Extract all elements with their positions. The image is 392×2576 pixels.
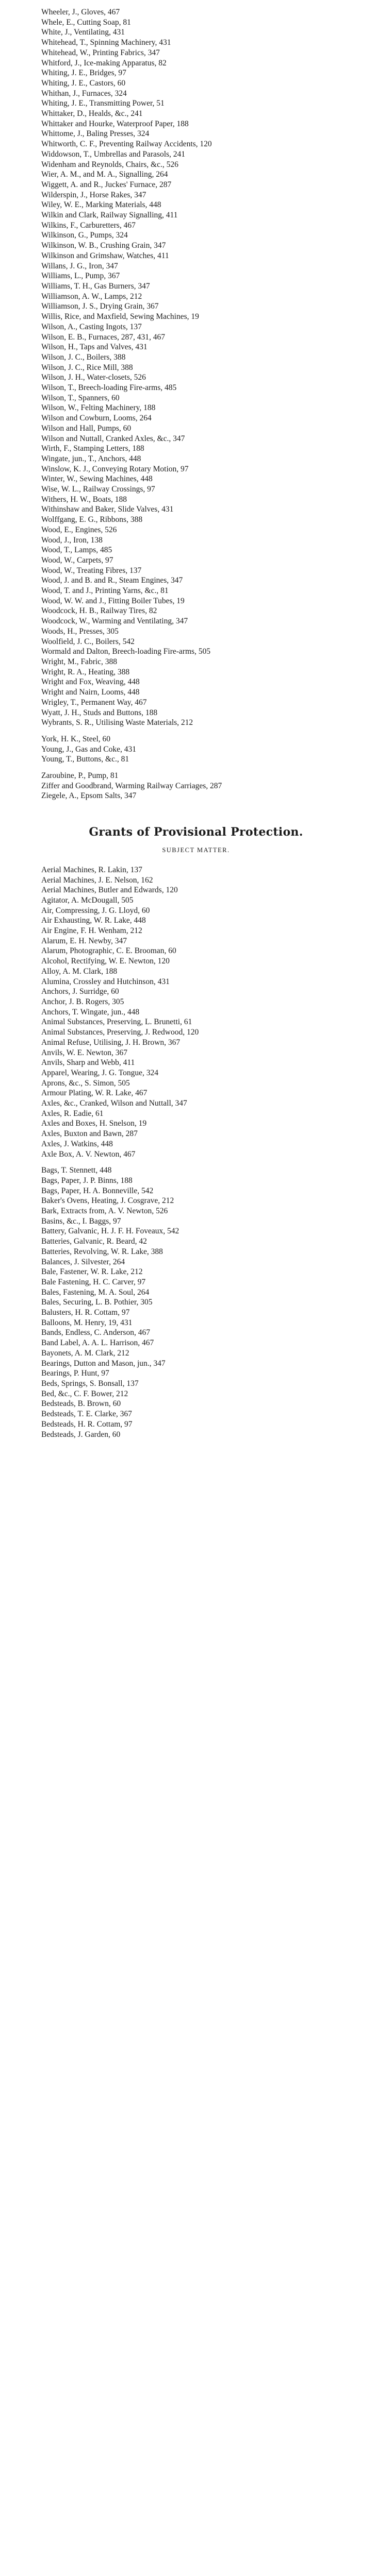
index-entry: Bedsteads, H. R. Cottam, 97	[41, 1419, 133, 1429]
index-entry: Widdowson, T., Umbrellas and Parasols, 241	[41, 149, 186, 159]
index-entry: Anvils, Sharp and Webb, 411	[41, 1058, 135, 1067]
index-entry: Anchors, T. Wingate, jun., 448	[41, 1007, 140, 1016]
index-entry: Withinshaw and Baker, Slide Valves, 431	[41, 505, 174, 514]
index-entry: Bags, T. Stennett, 448	[41, 1166, 112, 1175]
index-entry: Wilson, E. B., Furnaces, 287, 431, 467	[41, 332, 166, 342]
index-entry: Basins, &c., I. Baggs, 97	[41, 1216, 121, 1226]
index-entry: Air Exhausting, W. R. Lake, 448	[41, 916, 146, 925]
index-entry: Whiting, J. E., Transmitting Power, 51	[41, 99, 165, 108]
index-entry: Young, T., Buttons, &c., 81	[41, 755, 129, 764]
index-entry: Bearings, Dutton and Mason, jun., 347	[41, 1359, 166, 1368]
index-entry: Wilkinson, W. B., Crushing Grain, 347	[41, 241, 166, 250]
index-entry: Alarum, Photographic, C. E. Brooman, 60	[41, 946, 176, 956]
index-entry: Williams, T. H., Gas Burners, 347	[41, 281, 150, 291]
index-entry: Willans, J. G., Iron, 347	[41, 261, 118, 270]
index-entry: Batteries, Galvanic, R. Beard, 42	[41, 1237, 147, 1246]
index-entry: Whitehead, T., Spinning Machinery, 431	[41, 38, 171, 47]
section-subheading: SUBJECT MATTER.	[162, 846, 230, 854]
index-entry: Aerial Machines, R. Lakin, 137	[41, 865, 142, 874]
index-entry: Wright, R. A., Heating, 388	[41, 667, 130, 676]
index-entry: Wormald and Dalton, Breech-loading Fire-arms, 505	[41, 647, 211, 656]
index-entry: Young, J., Gas and Coke, 431	[41, 744, 137, 754]
index-entry: Beds, Springs, S. Bonsall, 137	[41, 1379, 139, 1388]
index-entry: Animal Substances, Preserving, J. Redwood, 120	[41, 1028, 199, 1037]
index-entry: Wilson, J. C., Boilers, 388	[41, 352, 126, 362]
index-entry: Balloons, M. Henry, 19, 431	[41, 1318, 133, 1327]
index-entry: Wise, W. L., Railway Crossings, 97	[41, 485, 155, 494]
index-entry: Ziegele, A., Epsom Salts, 347	[41, 791, 137, 801]
index-entry: Alcohol, Rectifying, W. E. Newton, 120	[41, 957, 170, 966]
index-entry: Ziffer and Goodbrand, Warming Railway Carriages, 287	[41, 781, 222, 790]
index-entry: Aprons, &c., S. Simon, 505	[41, 1078, 130, 1088]
index-entry: Alarum, E. H. Newby, 347	[41, 936, 127, 945]
index-entry: Axles, R. Eadie, 61	[41, 1109, 104, 1118]
index-entry: Wiley, W. E., Marking Materials, 448	[41, 200, 161, 210]
index-entry: Zaroubine, P., Pump, 81	[41, 771, 119, 781]
index-entry: Woods, H., Presses, 305	[41, 626, 119, 636]
patentee-list-w	[41, 7, 351, 728]
index-entry: Wier, A. M., and M. A., Signalling, 264	[41, 170, 168, 179]
index-entry: Bedsteads, J. Garden, 60	[41, 1430, 121, 1439]
subject-list-a	[41, 865, 351, 1159]
index-entry: Winslow, K. J., Conveying Rotary Motion, 97	[41, 464, 189, 473]
index-entry: Agitator, A. McDougall, 505	[41, 895, 134, 905]
index-entry: Aerial Machines, J. E. Nelson, 162	[41, 875, 153, 885]
index-entry: Balances, J. Silvester, 264	[41, 1257, 125, 1266]
index-entry: Anchors, J. Surridge, 60	[41, 987, 119, 996]
section-gap	[41, 765, 351, 771]
index-entry: Balusters, H. R. Cottam, 97	[41, 1308, 130, 1317]
index-entry: Batteries, Revolving, W. R. Lake, 388	[41, 1247, 163, 1256]
index-entry: Wiggett, A. and R., Juckes' Furnace, 287	[41, 180, 172, 189]
index-entry: Axles, Buxton and Bawn, 287	[41, 1129, 138, 1139]
index-entry: Withers, H. W., Boats, 188	[41, 495, 127, 504]
index-entry: Wilson, W., Felting Machinery, 188	[41, 403, 156, 413]
index-entry: Whittome, J., Baling Presses, 324	[41, 129, 150, 139]
index-entry: Wilkin and Clark, Railway Signalling, 411	[41, 211, 178, 220]
index-entry: Wheeler, J., Gloves, 467	[41, 8, 120, 16]
index-entry: Bales, Fastening, M. A. Soul, 264	[41, 1287, 150, 1297]
index-entry: Wilson, T., Breech-loading Fire-arms, 485	[41, 383, 177, 393]
index-entry: Wingate, jun., T., Anchors, 448	[41, 454, 141, 463]
index-entry: Williamson, J. S., Drying Grain, 367	[41, 302, 159, 311]
index-entry: Aerial Machines, Butler and Edwards, 120	[41, 886, 178, 895]
index-entry: Bedsteads, B. Brown, 60	[41, 1399, 121, 1409]
index-entry: Wright and Fox, Weaving, 448	[41, 677, 140, 687]
index-entry: Axles and Boxes, H. Snelson, 19	[41, 1119, 147, 1128]
patentee-list-y	[41, 734, 351, 765]
index-entry: Wilson, J. C., Rice Mill, 388	[41, 363, 133, 372]
index-entry: Bags, Paper, H. A. Bonneville, 542	[41, 1186, 154, 1195]
index-entry: Whiting, J. E., Castors, 60	[41, 78, 126, 88]
index-entry: Bale, Fastener, W. R. Lake, 212	[41, 1267, 143, 1277]
index-entry: Animal Refuse, Utilising, J. H. Brown, 367	[41, 1038, 181, 1047]
index-entry: Wood, E., Engines, 526	[41, 525, 117, 534]
index-entry: Axles, &c., Cranked, Wilson and Nuttall, 347	[41, 1099, 187, 1108]
index-entry: White, J., Ventilating, 431	[41, 28, 125, 37]
index-entry: Wirth, F., Stamping Letters, 188	[41, 444, 144, 453]
index-entry: Wood, J. and B. and R., Steam Engines, 347	[41, 576, 183, 585]
index-entry: Armour Plating, W. R. Lake, 467	[41, 1089, 148, 1098]
index-entry: Bark, Extracts from, A. V. Newton, 526	[41, 1207, 168, 1216]
index-entry: Apparel, Wearing, J. G. Tongue, 324	[41, 1068, 158, 1077]
index-entry: Wilkinson and Grimshaw, Watches, 411	[41, 251, 169, 260]
index-entry: Whitworth, C. F., Preventing Railway Accidents, 120	[41, 140, 212, 149]
index-entry: Bands, Endless, C. Anderson, 467	[41, 1328, 150, 1337]
index-entry: Wright, M., Fabric, 388	[41, 657, 118, 666]
index-entry: Whittaker and Hourke, Waterproof Paper, 188	[41, 119, 189, 128]
index-entry: York, H. K., Steel, 60	[41, 734, 111, 743]
index-entry: Anvils, W. E. Newton, 367	[41, 1048, 128, 1057]
index-entry: Wilson and Nuttall, Cranked Axles, &c., 347	[41, 434, 185, 443]
index-entry: Wilkins, F., Carburetters, 467	[41, 221, 136, 230]
index-entry: Willis, Rice, and Maxfield, Sewing Machines, 19	[41, 312, 199, 321]
index-entry: Wrigley, T., Permanent Way, 467	[41, 698, 147, 707]
index-entry: Wilson, H., Taps and Valves, 431	[41, 343, 148, 352]
index-entry: Williamson, A. W., Lamps, 212	[41, 292, 142, 301]
index-entry: Wybrants, S. R., Utilising Waste Materials, 212	[41, 718, 193, 727]
index-entry: Wilson, J. H., Water-closets, 526	[41, 373, 146, 382]
index-entry: Wood, W., Carpets, 97	[41, 555, 113, 565]
index-entry: Wood, W., Treating Fibres, 137	[41, 566, 142, 575]
index-entry: Alumina, Crossley and Hutchinson, 431	[41, 977, 170, 986]
index-entry: Widenham and Reynolds, Chairs, &c., 526	[41, 160, 178, 169]
index-entry: Whitford, J., Ice-making Apparatus, 82	[41, 58, 167, 67]
index-entry: Battery, Galvanic, H. J. F. H. Foveaux, 542	[41, 1227, 179, 1236]
index-entry: Band Label, A. A. L. Harrison, 467	[41, 1338, 154, 1348]
index-entry: Whithan, J., Furnaces, 324	[41, 89, 127, 98]
index-entry: Air Engine, F. H. Wenham, 212	[41, 926, 142, 936]
index-entry: Alloy, A. M. Clark, 188	[41, 967, 118, 976]
index-entry: Wilson, T., Spanners, 60	[41, 393, 120, 402]
index-entry: Whitehead, W., Printing Fabrics, 347	[41, 48, 160, 57]
index-entry: Wood, W. W. and J., Fitting Boiler Tubes, 19	[41, 596, 185, 605]
index-entry: Baker's Ovens, Heating, J. Cosgrave, 212	[41, 1196, 174, 1206]
index-entry: Axle Box, A. V. Newton, 467	[41, 1149, 136, 1159]
index-entry: Animal Substances, Preserving, L. Brunetti, 61	[41, 1018, 192, 1027]
index-entry: Wilkinson, G., Pumps, 324	[41, 231, 128, 240]
index-entry: Wilson, A., Casting Ingots, 137	[41, 322, 142, 331]
section-gap	[41, 801, 351, 822]
index-entry: Bags, Paper, J. P. Binns, 188	[41, 1176, 133, 1185]
index-entry: Wood, J., Iron, 138	[41, 535, 103, 545]
index-entry: Bale Fastening, H. C. Carver, 97	[41, 1277, 146, 1286]
index-entry: Bayonets, A. M. Clark, 212	[41, 1348, 129, 1358]
index-entry: Wilson and Hall, Pumps, 60	[41, 423, 132, 433]
index-entry: Wyatt, J. H., Studs and Buttons, 188	[41, 708, 158, 717]
index-entry: Wood, T., Lamps, 485	[41, 546, 112, 555]
index-entry: Wilson and Cowburn, Looms, 264	[41, 414, 152, 423]
index-entry: Woolfield, J. C., Boilers, 542	[41, 637, 135, 646]
section-gap	[41, 1159, 351, 1165]
index-entry: Bed, &c., C. F. Bower, 212	[41, 1389, 128, 1398]
index-entry: Winter, W., Sewing Machines, 448	[41, 474, 153, 484]
index-entry: Woodcock, W., Warming and Ventilating, 347	[41, 617, 188, 626]
index-entry: Anchor, J. B. Rogers, 305	[41, 997, 124, 1006]
index-entry: Wilderspin, J., Horse Rakes, 347	[41, 190, 146, 199]
index-entry: Air, Compressing, J. G. Lloyd, 60	[41, 906, 150, 915]
index-entry: Axles, J. Watkins, 448	[41, 1139, 113, 1148]
subject-list-b	[41, 1165, 351, 1439]
index-entry: Whiting, J. E., Bridges, 97	[41, 69, 126, 78]
index-entry: Woodcock, H. B., Railway Tires, 82	[41, 606, 157, 616]
section-heading: Grants of Provisional Protection.	[89, 825, 303, 839]
index-entry: Wood, T. and J., Printing Yarns, &c., 81	[41, 586, 169, 596]
index-entry: Williams, L., Pump, 367	[41, 272, 120, 281]
section-gap	[41, 728, 351, 734]
index-entry: Bedsteads, T. E. Clarke, 367	[41, 1410, 132, 1419]
index-entry: Wolffgang, E. G., Ribbons, 388	[41, 515, 143, 524]
index-entry: Bearings, P. Hunt, 97	[41, 1369, 109, 1378]
index-entry: Whele, E., Cutting Soap, 81	[41, 18, 131, 27]
index-entry: Whittaker, D., Healds, &c., 241	[41, 109, 143, 118]
index-entry: Bales, Securing, L. B. Pothier, 305	[41, 1298, 153, 1307]
index-entry: Wright and Nairn, Looms, 448	[41, 688, 140, 697]
patentee-list-z	[41, 771, 351, 801]
